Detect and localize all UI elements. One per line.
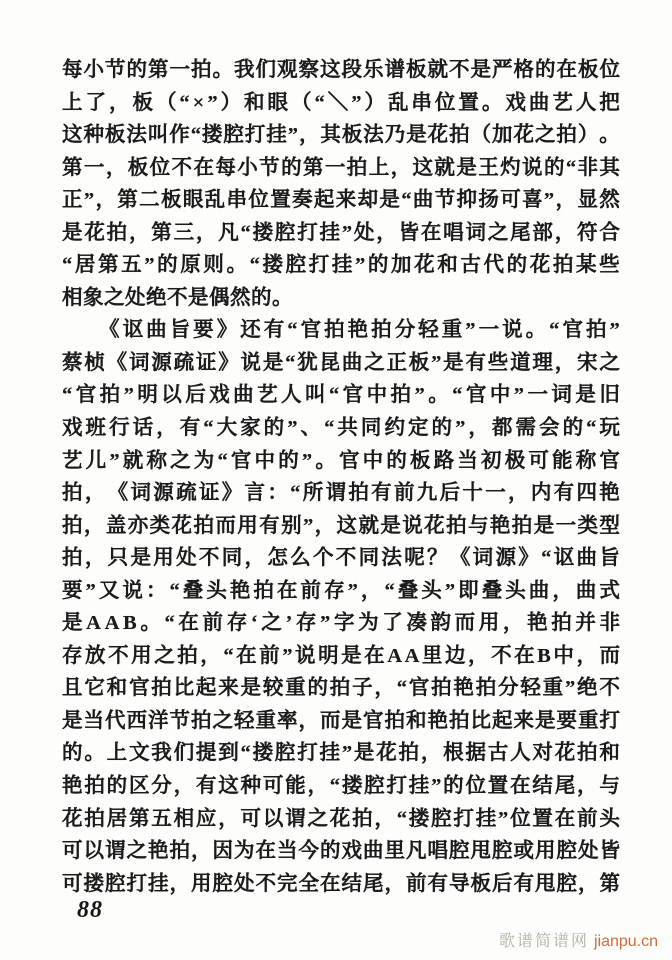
text-line: 艳 拍 的 区 分 ， 有 这 种 可 能 ， “ 搂 腔 打 挂 ” 的 位 置 在 结 尾 ， 与 xyxy=(62,775,620,798)
text-line: 的 。 上 文 我 们 提 到 “ 搂 腔 打 挂 ” 是 花 拍 ， 根 据 古 人 对 花 拍 和 xyxy=(62,742,620,765)
page-number: 88 xyxy=(77,897,103,923)
text-line: “ 居 第 五 ” 的 原 则 。 “ 搂 腔 打 挂 ” 的 加 花 和 古 代 的 花 拍 某 些 xyxy=(62,254,620,277)
text-line: 相 象 之 处 绝 不 是 偶 然 的 。 xyxy=(62,286,293,309)
text-line: 艺 儿 ” 就 称 之 为 “ 官 中 的 ” 。 官 中 的 板 路 当 初 极 可 能 称 官 xyxy=(62,449,620,472)
text-line: 是 当 代 西 洋 节 拍 之 轻 重 率 ， 而 是 官 拍 和 艳 拍 比 起 来 是 要 重 打 xyxy=(62,709,620,732)
text-line: 戏 班 行 话 ， 有 “ 大 家 的 ” 、 “ 共 同 约 定 的 ” ， 都 需 会 的 “ 玩 xyxy=(62,417,620,440)
text-line: 且 它 和 官 拍 比 起 来 是 较 重 的 拍 子 ， “ 官 拍 艳 拍 分 轻 重 ” 绝 不 xyxy=(62,677,620,700)
text-line: 是 A A B 。 “ 在 前 存 ‘ 之 ’ 存 ” 字 为 了 凑 韵 而 用 ， 艳 拍 并 非 xyxy=(62,612,620,635)
text-line: 拍 ， 只 是 用 处 不 同 ， 怎 么 个 不 同 法 呢 ？ 《 词 源 》 “ 讴 曲 旨 xyxy=(62,547,620,570)
text-line: “ 官 拍 ” 明 以 后 戏 曲 艺 人 叫 “ 官 中 拍 ” 。 “ 官 中 ” 一 词 是 旧 xyxy=(62,384,620,407)
text-line: 可 搂 腔 打 挂 ， 用 腔 处 不 完 全 在 结 尾 ， 前 有 导 板 后 有 甩 腔 ， 第 xyxy=(62,872,620,895)
text-line: 可 以 谓 之 艳 拍 ， 因 为 在 当 今 的 戏 曲 里 凡 唱 腔 甩 腔 或 用 腔 处 皆 xyxy=(62,840,620,863)
text-line: 要 ” 又 说 ： “ 叠 头 艳 拍 在 前 存 ” ， “ 叠 头 ” 即 叠 头 曲 ， 曲 式 xyxy=(62,579,620,602)
text-line: 拍 ， 盖 亦 类 花 拍 而 用 有 别 ” ， 这 就 是 说 花 拍 与 艳 拍 是 一 类 型 xyxy=(62,514,620,537)
text-line: 第 一 ， 板 位 不 在 每 小 节 的 第 一 拍 上 ， 这 就 是 王 灼 说 的 “ 非 其 xyxy=(62,156,620,179)
text-line: 上 了 ， 板 （ “ × ” ） 和 眼 （ “ ＼ ” ） 乱 串 位 置 。 戏 曲 艺 人 把 xyxy=(62,91,620,114)
text-line: 存 放 不 用 之 拍 ， “ 在 前 ” 说 明 是 在 A A 里 边 ， 不 在 B 中 ， 而 xyxy=(62,644,620,667)
text-line: 蔡 桢 《 词 源 疏 证 》 说 是 “ 犹 昆 曲 之 正 板 ” 是 有 些 道 理 ， 宋 之 xyxy=(62,351,620,374)
text-line: 是 花 拍 ， 第 三 ， 凡 “ 搂 腔 打 挂 ” 处 ， 皆 在 唱 词 之 尾 部 ， 符 合 xyxy=(62,221,620,244)
text-line: 拍 ， 《 词 源 疏 证 》 言 ： “ 所 谓 拍 有 前 九 后 十 一 ， 内 有 四 艳 xyxy=(62,482,620,505)
text-line: 每 小 节 的 第 一 拍 。 我 们 观 察 这 段 乐 谱 板 就 不 是 严 格 的 在 板 位 xyxy=(62,59,620,81)
watermark-site-name: 歌谱简谱网 xyxy=(498,933,589,950)
text-block xyxy=(62,52,620,898)
text-line: 花 拍 居 第 五 相 应 ， 可 以 谓 之 花 拍 ， “ 搂 腔 打 挂 ” 位 置 在 前 头 xyxy=(62,807,620,830)
text-line: 这 种 板 法 叫 作 “ 搂 腔 打 挂 ” ， 其 板 法 乃 是 花 拍 （ 加 花 之 拍 ） 。 xyxy=(62,124,620,147)
watermark-site-domain: jianpu.cn xyxy=(593,933,658,950)
watermark xyxy=(499,928,658,951)
text-line: 《 讴 曲 旨 要 》 还 有 “ 官 拍 艳 拍 分 轻 重 ” 一 说 。 “ 官 拍 ” xyxy=(99,319,620,342)
text-line: 正 ” ， 第 二 板 眼 乱 串 位 置 奏 起 来 却 是 “ 曲 节 抑 扬 可 喜 ” ， 显 然 xyxy=(62,189,620,212)
